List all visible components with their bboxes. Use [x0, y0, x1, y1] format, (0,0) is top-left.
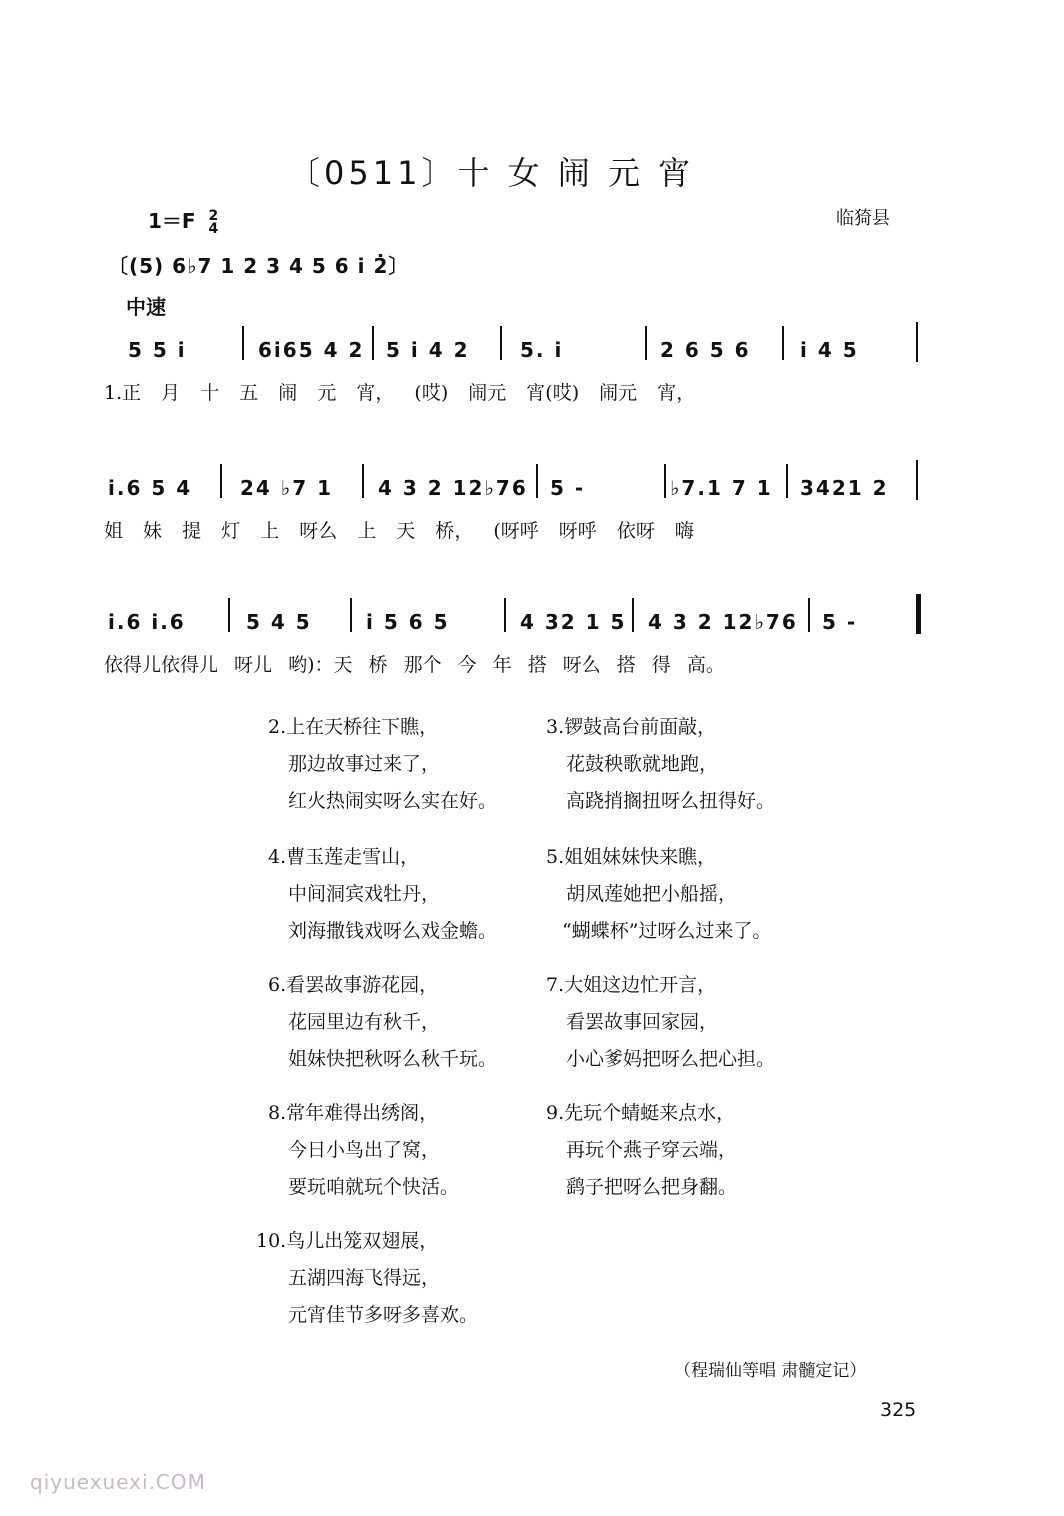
barline [632, 598, 634, 632]
verse-line: 小心爹妈把呀么把心担。 [566, 1048, 776, 1070]
measure: 5 - [822, 610, 858, 634]
verse-block [546, 842, 771, 943]
measure: 6i65 4 2 [258, 338, 365, 362]
verse-line: 9.先玩个蜻蜓来点水， [546, 1102, 736, 1124]
time-signature-bottom: 4 [208, 220, 219, 237]
verse-line: 那边故事过来了， [288, 753, 441, 775]
watermark: qiyuexuexi.COM [30, 1470, 206, 1494]
measure: 5 - [550, 476, 586, 500]
verse-line: 胡凤莲她把小船摇， [566, 883, 738, 905]
verse-line: 五湖四海飞得远， [288, 1267, 441, 1289]
measure: 24 ♭7 1 [240, 476, 334, 500]
verse-line: 姐妹快把秋呀么秋千玩。 [288, 1048, 498, 1070]
verse-line: 花园里边有秋千， [288, 1011, 441, 1033]
credit-line: （程瑞仙等唱 肃髓定记） [674, 1361, 867, 1381]
barline [916, 460, 918, 500]
scale-line: 〔(5) 6♭7 1 2 3 4 5 6 i 2̇〕 [108, 254, 410, 278]
verse-line: 要玩咱就玩个快活。 [288, 1176, 460, 1198]
verse-block [546, 970, 775, 1071]
measure: 4 32 1 5 [520, 610, 627, 634]
verse-line: 红火热闹实呀么实在好。 [288, 790, 498, 812]
verse-line: 鹞子把呀么把身翻。 [566, 1176, 738, 1198]
tempo-marking: 中速 [126, 295, 166, 319]
verse-line: 刘海撒钱戏呀么戏金蟾。 [288, 920, 498, 942]
region-label: 临猗县 [836, 208, 890, 229]
barline [372, 326, 374, 360]
barline [350, 598, 352, 632]
verse-block [268, 970, 497, 1071]
verse-line: 3.锣鼓高台前面敲， [546, 716, 717, 738]
verse-block [268, 842, 497, 943]
key-label: 1＝F [148, 209, 196, 233]
verse-block [256, 1226, 478, 1327]
measure: 5 4 5 [246, 610, 312, 634]
verse-block [546, 1098, 737, 1199]
verse-line: 高跷捎搁扭呀么扭得好。 [566, 790, 776, 812]
verse-line: 2.上在天桥往下瞧， [268, 716, 439, 738]
verse-block [268, 712, 497, 813]
key-signature [148, 205, 218, 236]
barline [782, 326, 784, 360]
verse-block [546, 712, 775, 813]
measure: 4 3 2 12♭76 [378, 476, 528, 500]
time-signature [208, 207, 219, 237]
barline [362, 464, 364, 498]
measure: 5 5 i [128, 338, 187, 362]
page-number: 325 [880, 1399, 917, 1421]
verse-line: “蝴蝶杯”过呀么过来了。 [562, 920, 772, 942]
barline [504, 598, 506, 632]
verse-line: 5.姐姐妹妹快来瞧， [546, 846, 717, 868]
barline [242, 326, 244, 360]
measure: i.6 5 4 [108, 476, 193, 500]
verse-line: 4.曹玉莲走雪山， [268, 846, 420, 868]
barline [645, 326, 647, 360]
time-signature-top: 2 [208, 207, 219, 224]
verse-line: 6.看罢故事游花园， [268, 974, 439, 996]
measure: 5 i 4 2 [386, 338, 470, 362]
measure: 5. i [520, 338, 564, 362]
verse-line: 花鼓秧歌就地跑， [566, 753, 719, 775]
barline [916, 322, 918, 362]
barline [228, 598, 230, 632]
measure: 3421 2 [800, 476, 889, 500]
verse-block [268, 1098, 459, 1199]
measure: i 5 6 5 [366, 610, 450, 634]
measure: i 4 5 [800, 338, 859, 362]
page-title: 〔0511〕十 女 闹 元 宵 [288, 154, 695, 192]
measure: 2 6 5 6 [660, 338, 751, 362]
verse-line: 10.鸟儿出笼双翅展， [256, 1230, 439, 1252]
verse-line: 看罢故事回家园， [566, 1011, 719, 1033]
barline [786, 464, 788, 498]
lyric-line: 依得儿依得儿 呀儿 哟)：天 桥 那个 今 年 搭 呀么 搭 得 高。 [104, 654, 725, 676]
verse-line: 7.大姐这边忙开言， [546, 974, 717, 996]
verse-line: 中间洞宾戏牡丹， [288, 883, 441, 905]
barline [536, 464, 538, 498]
lyric-line: 姐 妹 提 灯 上 呀么 上 天 桥， (呀呼 呀呼 依呀 嗨 [104, 520, 694, 542]
verse-line: 元宵佳节多呀多喜欢。 [288, 1304, 479, 1326]
measure: i.6 i.6 [108, 610, 186, 634]
verse-line: 今日小鸟出了窝， [288, 1139, 441, 1161]
verse-line: 8.常年难得出绣阁， [268, 1102, 439, 1124]
measure: ♭7.1 7 1 [670, 476, 773, 500]
barline [664, 464, 666, 498]
barline [500, 326, 502, 360]
barline [808, 598, 810, 632]
barline [220, 464, 222, 498]
final-barline [916, 594, 921, 634]
verse-line: 再玩个燕子穿云端， [566, 1139, 738, 1161]
measure: 4 3 2 12♭76 [648, 610, 798, 634]
lyric-line: 1.正 月 十 五 闹 元 宵， (哎) 闹元 宵(哎) 闹元 宵， [104, 382, 696, 404]
